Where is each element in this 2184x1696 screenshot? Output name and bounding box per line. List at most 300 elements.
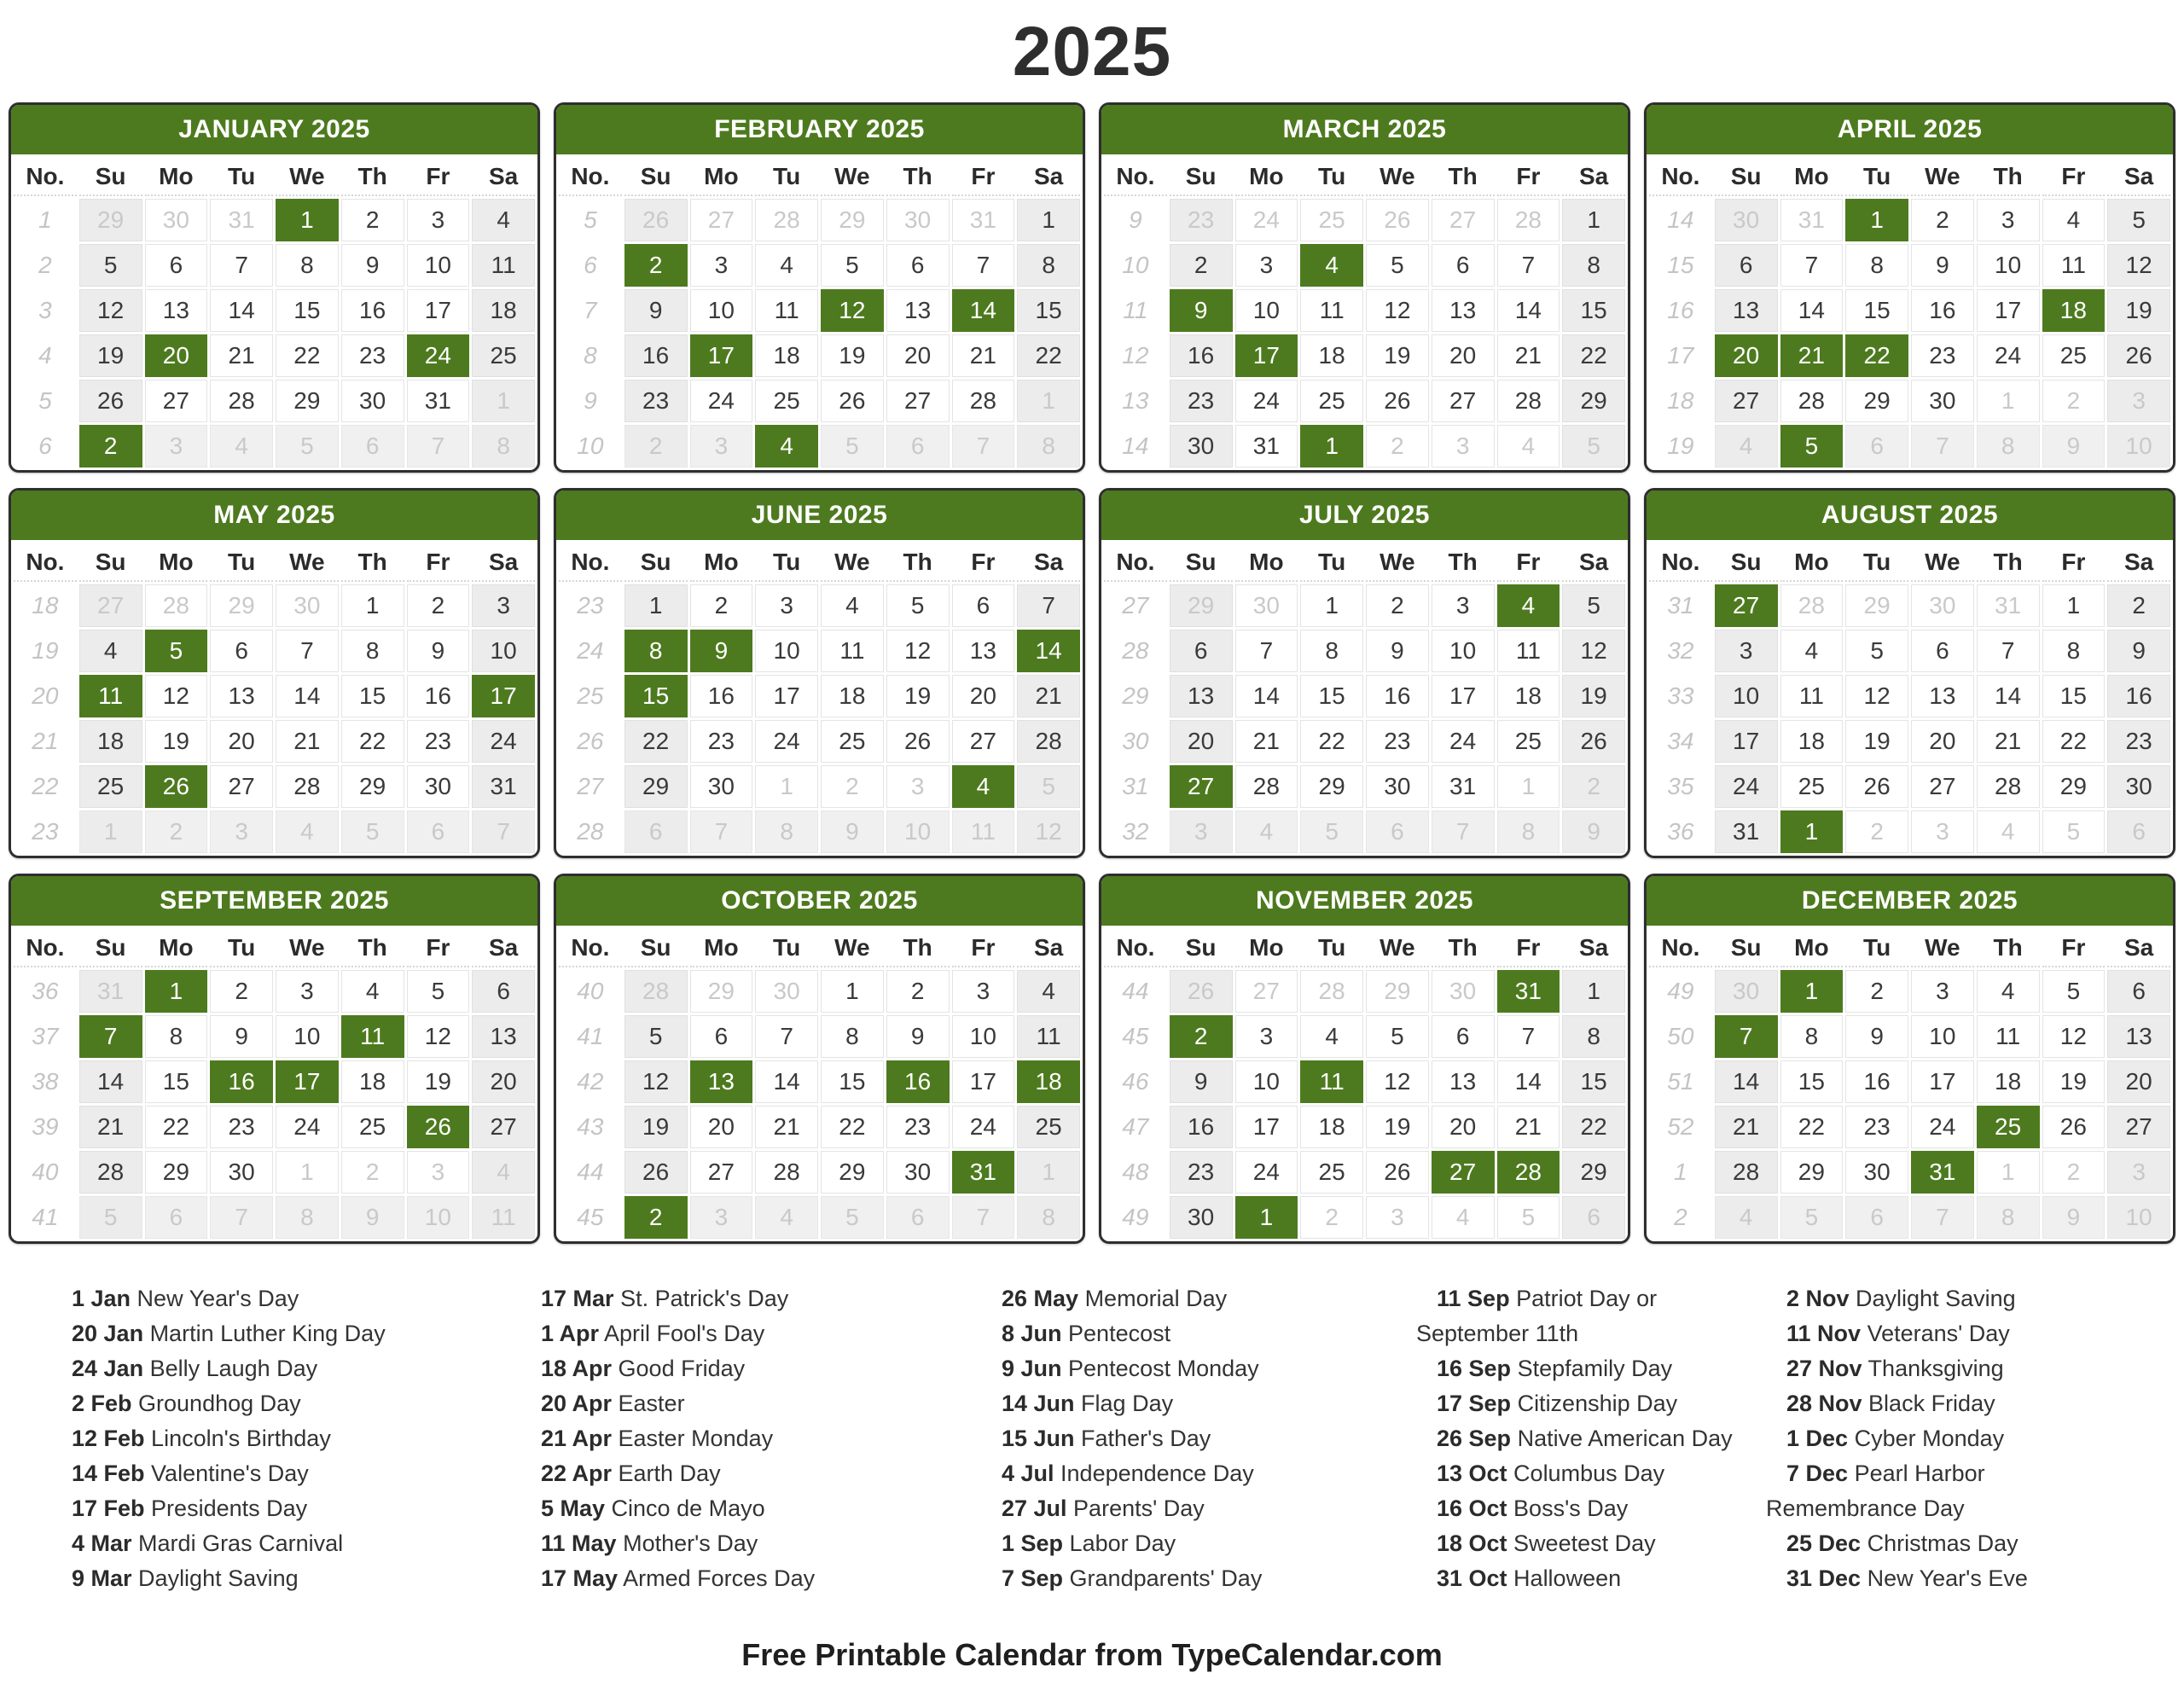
day-cell: 7 bbox=[1235, 630, 1298, 672]
day-name-header: We bbox=[1911, 543, 1974, 582]
day-cell: 20 bbox=[210, 720, 273, 763]
day-names-row bbox=[14, 543, 535, 582]
day-cell: 24 bbox=[472, 720, 535, 763]
holiday-item bbox=[51, 1421, 520, 1456]
day-cell: 18 bbox=[1780, 720, 1844, 763]
day-cell-holiday: 20 bbox=[145, 334, 208, 377]
day-cell: 7 bbox=[952, 244, 1015, 287]
holiday-date: 18 Oct bbox=[1437, 1530, 1507, 1556]
day-cell: 10 bbox=[2107, 425, 2170, 468]
day-cell: 6 bbox=[1366, 810, 1429, 853]
day-cell-holiday: 14 bbox=[952, 289, 1015, 332]
day-cell: 11 bbox=[952, 810, 1015, 853]
day-cell-holiday: 4 bbox=[755, 425, 818, 468]
day-cell-holiday: 4 bbox=[1497, 584, 1560, 627]
holiday-item bbox=[981, 1421, 1416, 1456]
day-cell: 6 bbox=[1911, 630, 1974, 672]
holiday-name: Father's Day bbox=[1074, 1426, 1211, 1451]
day-cell: 14 bbox=[755, 1060, 818, 1103]
holiday-name: Valentine's Day bbox=[144, 1461, 309, 1486]
day-cell: 21 bbox=[755, 1106, 818, 1148]
day-cell: 22 bbox=[145, 1106, 208, 1148]
day-cell: 13 bbox=[145, 289, 208, 332]
day-name-header: Th bbox=[341, 157, 404, 196]
day-name-header: Sa bbox=[1562, 928, 1625, 967]
week-number: 28 bbox=[577, 818, 604, 845]
holiday-item bbox=[520, 1351, 981, 1386]
day-cell: 28 bbox=[755, 199, 818, 241]
week-number: 36 bbox=[1667, 818, 1694, 845]
holiday-date: 17 Sep bbox=[1437, 1391, 1512, 1416]
day-cell: 7 bbox=[210, 1196, 273, 1239]
day-cell: 3 bbox=[690, 1196, 753, 1239]
month-header: FEBRUARY 2025 bbox=[556, 105, 1083, 154]
day-cell: 7 bbox=[952, 425, 1015, 468]
day-name-header: No. bbox=[1104, 157, 1167, 196]
day-cell: 2 bbox=[210, 970, 273, 1013]
day-cell: 23 bbox=[1170, 380, 1233, 422]
day-name-header: Fr bbox=[2042, 157, 2106, 196]
day-name-header: Tu bbox=[1845, 928, 1908, 967]
day-cell: 30 bbox=[276, 584, 339, 627]
day-name-header: Fr bbox=[952, 543, 1015, 582]
day-cell: 3 bbox=[690, 244, 753, 287]
day-cell: 12 bbox=[1017, 810, 1080, 853]
day-cell: 22 bbox=[1562, 1106, 1625, 1148]
day-name-header: Fr bbox=[407, 543, 470, 582]
day-name-header: Fr bbox=[2042, 928, 2106, 967]
day-cell: 26 bbox=[79, 380, 142, 422]
day-name-header: Mo bbox=[145, 543, 208, 582]
week-number: 16 bbox=[1667, 297, 1694, 323]
day-cell: 31 bbox=[952, 199, 1015, 241]
day-cell: 23 bbox=[624, 380, 688, 422]
day-cell: 13 bbox=[1170, 675, 1233, 717]
day-cell: 15 bbox=[2042, 675, 2106, 717]
day-cell: 27 bbox=[1432, 199, 1495, 241]
day-cell: 9 bbox=[210, 1015, 273, 1058]
month-october bbox=[554, 874, 1085, 1244]
holiday-name: Easter Monday bbox=[612, 1426, 774, 1451]
holiday-column bbox=[1766, 1281, 2116, 1596]
holiday-date: 1 Apr bbox=[541, 1321, 600, 1346]
day-cell: 18 bbox=[1977, 1060, 2040, 1103]
holiday-date: 7 Dec bbox=[1786, 1461, 1849, 1486]
day-cell: 28 bbox=[1017, 720, 1080, 763]
holiday-item bbox=[1416, 1526, 1766, 1561]
day-cell: 13 bbox=[1715, 289, 1778, 332]
month-table bbox=[1101, 540, 1628, 856]
day-name-header: Fr bbox=[1497, 928, 1560, 967]
day-cell: 23 bbox=[886, 1106, 950, 1148]
holiday-name: Labor Day bbox=[1063, 1530, 1176, 1556]
day-cell: 28 bbox=[1497, 380, 1560, 422]
day-cell: 4 bbox=[1780, 630, 1844, 672]
week-number: 7 bbox=[584, 297, 597, 323]
day-cell: 20 bbox=[952, 675, 1015, 717]
day-cell: 3 bbox=[1432, 425, 1495, 468]
day-cell: 5 bbox=[1017, 765, 1080, 808]
day-cell: 26 bbox=[886, 720, 950, 763]
day-cell: 27 bbox=[690, 1151, 753, 1194]
month-table bbox=[1647, 926, 2173, 1241]
week-number: 41 bbox=[32, 1204, 59, 1230]
week-number: 27 bbox=[577, 773, 604, 799]
day-name-header: Sa bbox=[1562, 543, 1625, 582]
holiday-name: Daylight Saving bbox=[1849, 1286, 2016, 1311]
day-cell: 6 bbox=[472, 970, 535, 1013]
day-cell: 1 bbox=[1017, 380, 1080, 422]
day-cell: 2 bbox=[1845, 810, 1908, 853]
week-number: 5 bbox=[38, 387, 52, 414]
holiday-item bbox=[1416, 1561, 1766, 1596]
holiday-item bbox=[51, 1456, 520, 1491]
day-cell: 5 bbox=[1366, 1015, 1429, 1058]
holiday-date: 11 May bbox=[541, 1530, 617, 1556]
day-name-header: No. bbox=[14, 157, 77, 196]
day-cell-holiday: 28 bbox=[1497, 1151, 1560, 1194]
holiday-date: 9 Jun bbox=[1002, 1356, 1062, 1381]
day-name-header: Su bbox=[1170, 543, 1233, 582]
week-number: 19 bbox=[32, 637, 59, 664]
day-cell: 20 bbox=[886, 334, 950, 377]
day-cell: 15 bbox=[1017, 289, 1080, 332]
day-cell: 15 bbox=[276, 289, 339, 332]
holiday-item bbox=[51, 1316, 520, 1351]
day-name-header: Tu bbox=[755, 157, 818, 196]
day-cell: 24 bbox=[1235, 199, 1298, 241]
day-cell: 28 bbox=[1235, 765, 1298, 808]
day-cell: 9 bbox=[341, 1196, 404, 1239]
day-cell: 19 bbox=[821, 334, 884, 377]
day-cell-holiday: 11 bbox=[79, 675, 142, 717]
day-cell: 28 bbox=[210, 380, 273, 422]
day-cell: 22 bbox=[341, 720, 404, 763]
day-cell-holiday: 18 bbox=[2042, 289, 2106, 332]
day-cell: 11 bbox=[2042, 244, 2106, 287]
day-cell: 11 bbox=[1300, 289, 1363, 332]
day-cell: 12 bbox=[1366, 1060, 1429, 1103]
day-cell: 9 bbox=[341, 244, 404, 287]
day-cell: 3 bbox=[1432, 584, 1495, 627]
day-cell: 10 bbox=[1715, 675, 1778, 717]
day-cell: 29 bbox=[145, 1151, 208, 1194]
day-cell: 27 bbox=[1432, 380, 1495, 422]
month-header: MAY 2025 bbox=[11, 491, 537, 540]
day-name-header: No. bbox=[14, 928, 77, 967]
week-number: 36 bbox=[32, 978, 59, 1004]
month-table bbox=[1101, 154, 1628, 470]
day-cell: 26 bbox=[1366, 1151, 1429, 1194]
day-cell: 16 bbox=[1170, 1106, 1233, 1148]
week-number: 50 bbox=[1667, 1023, 1694, 1049]
day-cell: 12 bbox=[1845, 675, 1908, 717]
holiday-item bbox=[1416, 1456, 1766, 1491]
day-cell-holiday: 1 bbox=[145, 970, 208, 1013]
week-number: 1 bbox=[1674, 1159, 1687, 1185]
day-cell: 13 bbox=[1911, 675, 1974, 717]
day-cell: 31 bbox=[1715, 810, 1778, 853]
day-cell: 3 bbox=[472, 584, 535, 627]
holiday-date: 16 Sep bbox=[1437, 1356, 1512, 1381]
day-name-header: No. bbox=[1649, 543, 1712, 582]
day-cell-holiday: 2 bbox=[624, 1196, 688, 1239]
day-cell: 30 bbox=[1432, 970, 1495, 1013]
holiday-item bbox=[1416, 1491, 1766, 1526]
week-number: 3 bbox=[38, 297, 52, 323]
month-header: JANUARY 2025 bbox=[11, 105, 537, 154]
week-number: 10 bbox=[577, 433, 604, 459]
day-name-header: Su bbox=[1715, 543, 1778, 582]
day-names-row bbox=[1104, 157, 1625, 196]
day-cell: 13 bbox=[210, 675, 273, 717]
day-cell: 23 bbox=[690, 720, 753, 763]
month-header: MARCH 2025 bbox=[1101, 105, 1628, 154]
day-cell: 23 bbox=[1170, 1151, 1233, 1194]
holiday-name: Columbus Day bbox=[1507, 1461, 1665, 1486]
day-cell: 12 bbox=[1562, 630, 1625, 672]
holiday-date: 15 Jun bbox=[1002, 1426, 1075, 1451]
day-cell: 5 bbox=[821, 1196, 884, 1239]
day-cell: 8 bbox=[1017, 1196, 1080, 1239]
day-cell: 1 bbox=[341, 584, 404, 627]
day-cell: 19 bbox=[1366, 1106, 1429, 1148]
day-cell-holiday: 18 bbox=[1017, 1060, 1080, 1103]
day-cell: 5 bbox=[341, 810, 404, 853]
holiday-name: St. Patrick's Day bbox=[613, 1286, 789, 1311]
holiday-date: 13 Oct bbox=[1437, 1461, 1507, 1486]
day-cell-holiday: 2 bbox=[1170, 1015, 1233, 1058]
holiday-date: 31 Dec bbox=[1786, 1565, 1862, 1591]
week-number: 6 bbox=[584, 252, 597, 278]
day-cell: 30 bbox=[755, 970, 818, 1013]
week-number: 49 bbox=[1667, 978, 1694, 1004]
day-cell: 26 bbox=[1366, 199, 1429, 241]
holiday-name: Good Friday bbox=[612, 1356, 746, 1381]
day-cell: 4 bbox=[210, 425, 273, 468]
day-cell: 23 bbox=[341, 334, 404, 377]
holiday-date: 11 Nov bbox=[1786, 1321, 1862, 1346]
day-cell: 8 bbox=[1977, 425, 2040, 468]
week-number: 18 bbox=[32, 592, 59, 619]
holiday-date: 24 Jan bbox=[72, 1356, 144, 1381]
day-cell: 31 bbox=[210, 199, 273, 241]
holiday-item bbox=[520, 1526, 981, 1561]
week-number: 23 bbox=[577, 592, 604, 619]
holiday-date: 17 Feb bbox=[72, 1496, 145, 1521]
day-cell: 5 bbox=[821, 425, 884, 468]
holiday-name: Thanksgiving bbox=[1862, 1356, 2004, 1381]
week-number: 15 bbox=[1667, 252, 1694, 278]
day-cell: 27 bbox=[886, 380, 950, 422]
day-cell-holiday: 25 bbox=[1977, 1106, 2040, 1148]
day-cell: 12 bbox=[145, 675, 208, 717]
day-cell: 5 bbox=[2042, 810, 2106, 853]
day-name-header: No. bbox=[1104, 928, 1167, 967]
day-cell: 25 bbox=[1300, 1151, 1363, 1194]
day-cell: 25 bbox=[821, 720, 884, 763]
week-number: 17 bbox=[1667, 342, 1694, 369]
day-cell: 29 bbox=[79, 199, 142, 241]
day-cell: 13 bbox=[472, 1015, 535, 1058]
day-cell: 23 bbox=[1170, 199, 1233, 241]
day-cell: 7 bbox=[755, 1015, 818, 1058]
day-name-header: Th bbox=[341, 928, 404, 967]
day-name-header: Th bbox=[886, 543, 950, 582]
day-cell: 24 bbox=[755, 720, 818, 763]
day-cell: 21 bbox=[1235, 720, 1298, 763]
month-table bbox=[556, 926, 1083, 1241]
holiday-name: Easter bbox=[612, 1391, 685, 1416]
holiday-date: 20 Apr bbox=[541, 1391, 613, 1416]
week-number: 32 bbox=[1122, 818, 1149, 845]
day-cell: 1 bbox=[624, 584, 688, 627]
day-cell: 31 bbox=[407, 380, 470, 422]
day-cell: 2 bbox=[1845, 970, 1908, 1013]
day-cell: 3 bbox=[1170, 810, 1233, 853]
week-number: 23 bbox=[32, 818, 59, 845]
day-cell-holiday: 31 bbox=[1911, 1151, 1974, 1194]
week-number: 9 bbox=[584, 387, 597, 414]
day-name-header: Tu bbox=[755, 543, 818, 582]
day-cell: 18 bbox=[755, 334, 818, 377]
day-cell-holiday: 5 bbox=[145, 630, 208, 672]
day-cell: 7 bbox=[1911, 1196, 1974, 1239]
week-number: 27 bbox=[1122, 592, 1149, 619]
day-cell-holiday: 20 bbox=[1715, 334, 1778, 377]
day-cell: 9 bbox=[821, 810, 884, 853]
day-cell: 22 bbox=[276, 334, 339, 377]
day-cell: 11 bbox=[755, 289, 818, 332]
day-cell: 8 bbox=[472, 425, 535, 468]
day-cell: 1 bbox=[1017, 1151, 1080, 1194]
week-number: 18 bbox=[1667, 387, 1694, 414]
day-name-header: Mo bbox=[1780, 157, 1844, 196]
day-cell: 16 bbox=[2107, 675, 2170, 717]
day-cell: 16 bbox=[407, 675, 470, 717]
day-cell: 15 bbox=[821, 1060, 884, 1103]
day-cell: 16 bbox=[690, 675, 753, 717]
day-cell: 30 bbox=[1366, 765, 1429, 808]
day-cell: 7 bbox=[276, 630, 339, 672]
week-number: 44 bbox=[1122, 978, 1149, 1004]
day-cell: 25 bbox=[1780, 765, 1844, 808]
day-cell: 15 bbox=[1562, 1060, 1625, 1103]
holiday-name: Mother's Day bbox=[616, 1530, 758, 1556]
holiday-column bbox=[1416, 1281, 1766, 1596]
day-cell-holiday: 26 bbox=[145, 765, 208, 808]
day-cell: 10 bbox=[1911, 1015, 1974, 1058]
day-cell: 9 bbox=[1911, 244, 1974, 287]
day-cell: 21 bbox=[1497, 334, 1560, 377]
day-cell: 27 bbox=[1911, 765, 1974, 808]
day-cell: 16 bbox=[1911, 289, 1974, 332]
day-cell: 6 bbox=[886, 1196, 950, 1239]
holiday-item bbox=[981, 1386, 1416, 1421]
week-number: 40 bbox=[32, 1159, 59, 1185]
day-name-header: Th bbox=[1432, 543, 1495, 582]
day-cell: 14 bbox=[79, 1060, 142, 1103]
day-names-row bbox=[1649, 543, 2170, 582]
day-cell: 28 bbox=[145, 584, 208, 627]
week-number: 45 bbox=[577, 1204, 604, 1230]
day-cell: 8 bbox=[276, 244, 339, 287]
day-cell: 29 bbox=[1366, 970, 1429, 1013]
day-cell: 23 bbox=[1845, 1106, 1908, 1148]
day-name-header: Fr bbox=[952, 928, 1015, 967]
day-cell: 6 bbox=[407, 810, 470, 853]
day-cell: 7 bbox=[952, 1196, 1015, 1239]
holiday-column bbox=[51, 1281, 520, 1596]
day-name-header: Tu bbox=[210, 157, 273, 196]
week-number: 52 bbox=[1667, 1113, 1694, 1140]
day-cell: 26 bbox=[821, 380, 884, 422]
holiday-date: 25 Dec bbox=[1786, 1530, 1862, 1556]
day-cell: 12 bbox=[79, 289, 142, 332]
month-table bbox=[1647, 154, 2173, 470]
day-cell-holiday: 1 bbox=[1300, 425, 1363, 468]
day-name-header: Mo bbox=[1780, 543, 1844, 582]
day-cell: 4 bbox=[1715, 1196, 1778, 1239]
day-cell: 16 bbox=[1845, 1060, 1908, 1103]
day-cell: 25 bbox=[1300, 380, 1363, 422]
month-table bbox=[1101, 926, 1628, 1241]
day-name-header: Su bbox=[624, 543, 688, 582]
day-cell: 2 bbox=[1366, 584, 1429, 627]
holiday-date: 1 Jan bbox=[72, 1286, 131, 1311]
day-cell: 26 bbox=[1366, 380, 1429, 422]
day-cell: 6 bbox=[2107, 810, 2170, 853]
day-cell: 4 bbox=[276, 810, 339, 853]
holiday-name: Lincoln's Birthday bbox=[144, 1426, 331, 1451]
day-name-header: Tu bbox=[210, 543, 273, 582]
day-cell: 30 bbox=[1170, 425, 1233, 468]
day-name-header: We bbox=[1366, 543, 1429, 582]
week-number: 21 bbox=[32, 728, 59, 754]
holiday-name: Halloween bbox=[1507, 1565, 1622, 1591]
day-cell: 26 bbox=[1170, 970, 1233, 1013]
week-number: 38 bbox=[32, 1068, 59, 1095]
day-cell: 6 bbox=[145, 1196, 208, 1239]
holiday-date: 2 Nov bbox=[1786, 1286, 1850, 1311]
holiday-item bbox=[1766, 1456, 2116, 1526]
week-number: 32 bbox=[1667, 637, 1694, 664]
day-cell: 5 bbox=[1562, 584, 1625, 627]
holiday-name: Daylight Saving bbox=[131, 1565, 299, 1591]
day-cell-holiday: 4 bbox=[1300, 244, 1363, 287]
day-cell-holiday: 9 bbox=[1170, 289, 1233, 332]
holiday-date: 7 Sep bbox=[1002, 1565, 1064, 1591]
day-name-header: Mo bbox=[145, 928, 208, 967]
day-name-header: No. bbox=[559, 928, 622, 967]
month-february bbox=[554, 102, 1085, 473]
holiday-name: Flag Day bbox=[1074, 1391, 1174, 1416]
day-cell: 19 bbox=[1366, 334, 1429, 377]
day-cell: 8 bbox=[1017, 244, 1080, 287]
day-cell: 30 bbox=[210, 1151, 273, 1194]
day-cell: 14 bbox=[1715, 1060, 1778, 1103]
day-cell: 2 bbox=[407, 584, 470, 627]
day-cell: 7 bbox=[1977, 630, 2040, 672]
day-name-header: Su bbox=[79, 157, 142, 196]
day-cell: 13 bbox=[886, 289, 950, 332]
day-cell: 25 bbox=[79, 765, 142, 808]
day-name-header: Su bbox=[624, 157, 688, 196]
day-cell: 6 bbox=[952, 584, 1015, 627]
day-name-header: Fr bbox=[1497, 157, 1560, 196]
day-cell: 5 bbox=[79, 244, 142, 287]
week-number: 28 bbox=[1122, 637, 1149, 664]
